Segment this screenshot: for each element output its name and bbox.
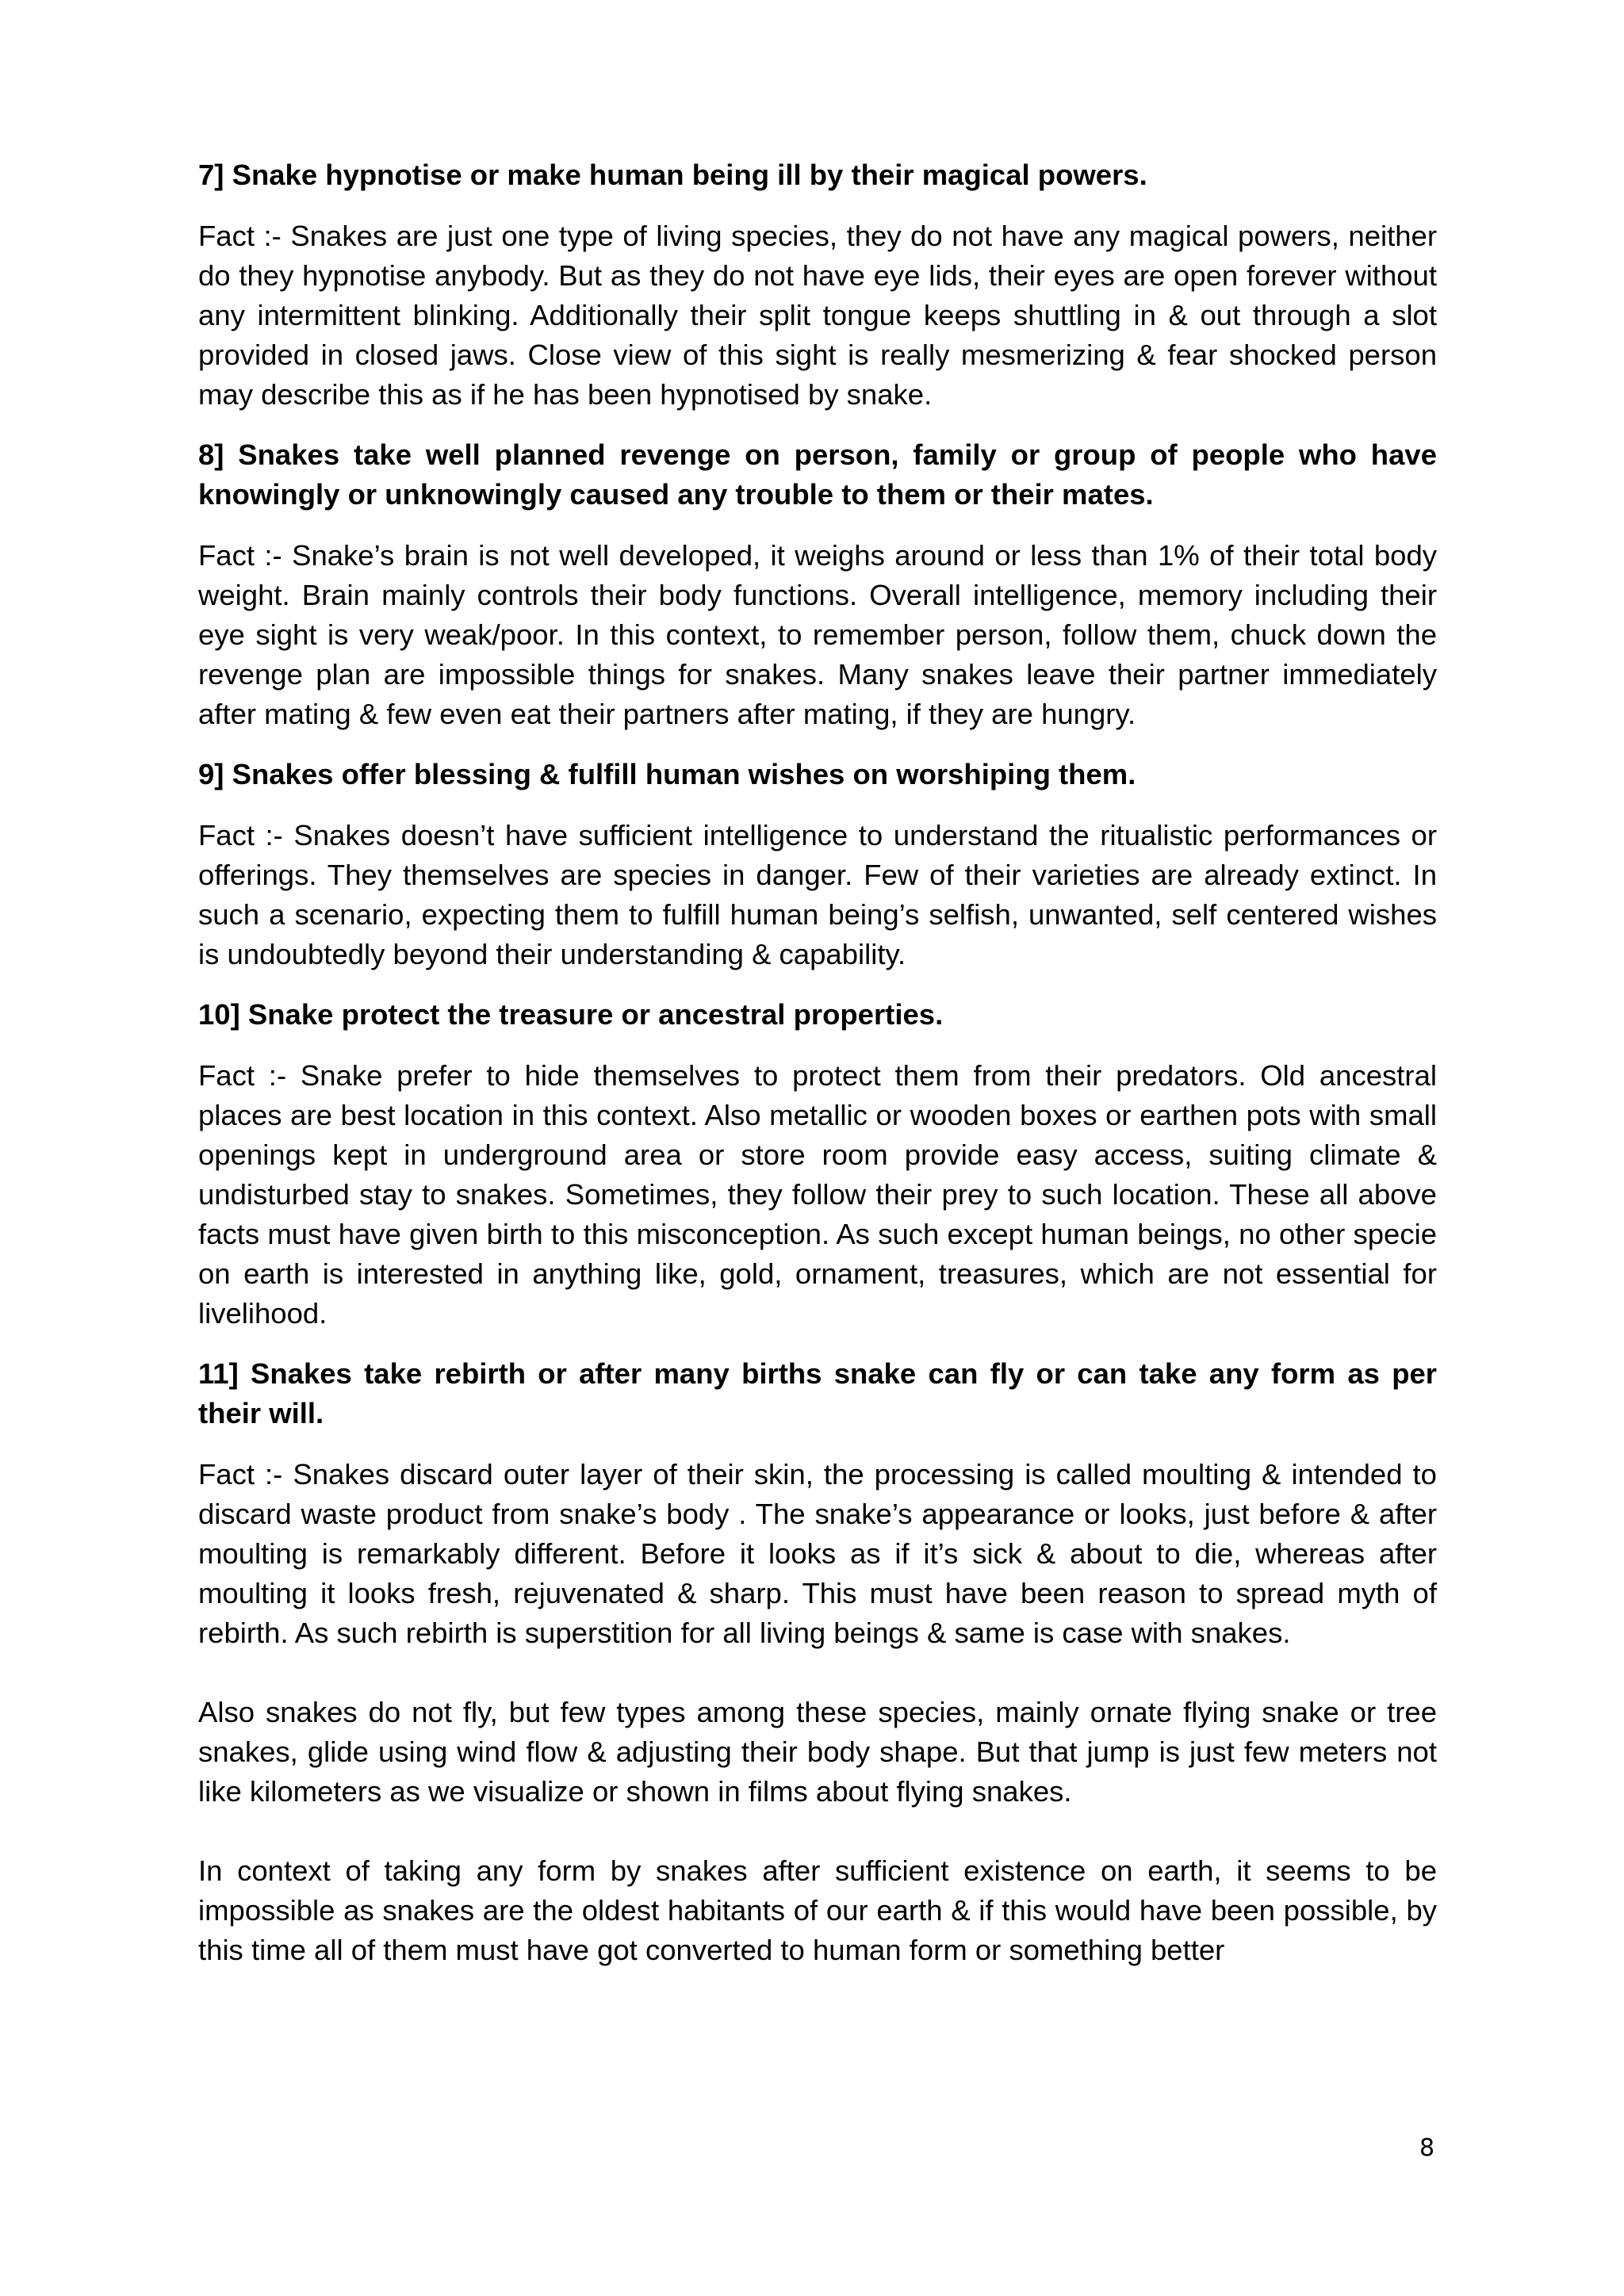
section-11-fact: Fact :- Snakes discard outer layer of their skin, the processing is called moulting & intended to discard waste product from snake’s body . The snake’s appearance or looks, just before & after moulting is remarkably different. Before it looks as if it’s sick & about to die, whereas after moulting it looks fresh, rejuvenated & sharp. This must have been reason to spread myth of rebirth. As such rebirth is superstition for all living beings & same is case with snakes. xyxy=(198,1458,1437,1649)
section-9-fact: Fact :- Snakes doesn’t have sufficient intelligence to understand the ritualistic performances or offerings. They themselves are species in danger. Few of their varieties are already extinct. In such a scenario, expecting them to fulfill human being’s selfish, unwanted, self centered wishes is undoubtedly beyond their understanding & capability. xyxy=(198,819,1437,970)
section-8-fact: Fact :- Snake’s brain is not well developed, it weighs around or less than 1% of their total body weight. Brain mainly controls their body functions. Overall intelligence, memory including their eye sight is very weak/poor. In this context, to remember person, follow them, chuck down the revenge plan are impossible things for snakes. Many snakes leave their partner immediately after mating & few even eat their partners after mating, if they are hungry. xyxy=(198,539,1437,730)
section-heading-9: 9] Snakes offer blessing & fulfill human wishes on worshiping them. xyxy=(198,758,1136,790)
section-heading-7: 7] Snake hypnotise or make human being ill by their magical powers. xyxy=(198,159,1147,191)
document-page xyxy=(198,155,1437,1991)
section-heading-10: 10] Snake protect the treasure or ancestral properties. xyxy=(198,998,944,1031)
section-heading-8: 8] Snakes take well planned revenge on person, family or group of people who have knowingly or unknowingly caused any trouble to them or their mates. xyxy=(198,438,1437,511)
section-11-flying-paragraph: Also snakes do not fly, but few types among these species, mainly ornate flying snake or tree snakes, glide using wind flow & adjusting their body shape. But that jump is just few meters not like kilometers as we visualize or shown in films about flying snakes. xyxy=(198,1696,1437,1808)
page-number: 8 xyxy=(1419,2134,1435,2162)
section-11-form-paragraph: In context of taking any form by snakes after sufficient existence on earth, it seems to be impossible as snakes are the oldest habitants of our earth & if this would have been possible, by this time all of them must have got converted to human form or something better xyxy=(198,1854,1437,1966)
section-heading-11: 11] Snakes take rebirth or after many births snake can fly or can take any form as per their will. xyxy=(198,1357,1437,1429)
section-10-fact: Fact :- Snake prefer to hide themselves to protect them from their predators. Old ancestral places are best location in this context. Also metallic or wooden boxes or earthen pots with small openings kept in underground area or store room provide easy access, suiting climate & undisturbed stay to snakes. Sometimes, they follow their prey to such location. These all above facts must have given birth to this misconception. As such except human beings, no other specie on earth is interested in anything like, gold, ornament, treasures, which are not essential for livelihood. xyxy=(198,1059,1437,1330)
section-7-fact: Fact :- Snakes are just one type of living species, they do not have any magical powers, neither do they hypnotise anybody. But as they do not have eye lids, their eyes are open forever without any intermittent blinking. Additionally their split tongue keeps shuttling in & out through a slot provided in closed jaws. Close view of this sight is really mesmerizing & fear shocked person may describe this as if he has been hypnotised by snake. xyxy=(198,220,1437,411)
